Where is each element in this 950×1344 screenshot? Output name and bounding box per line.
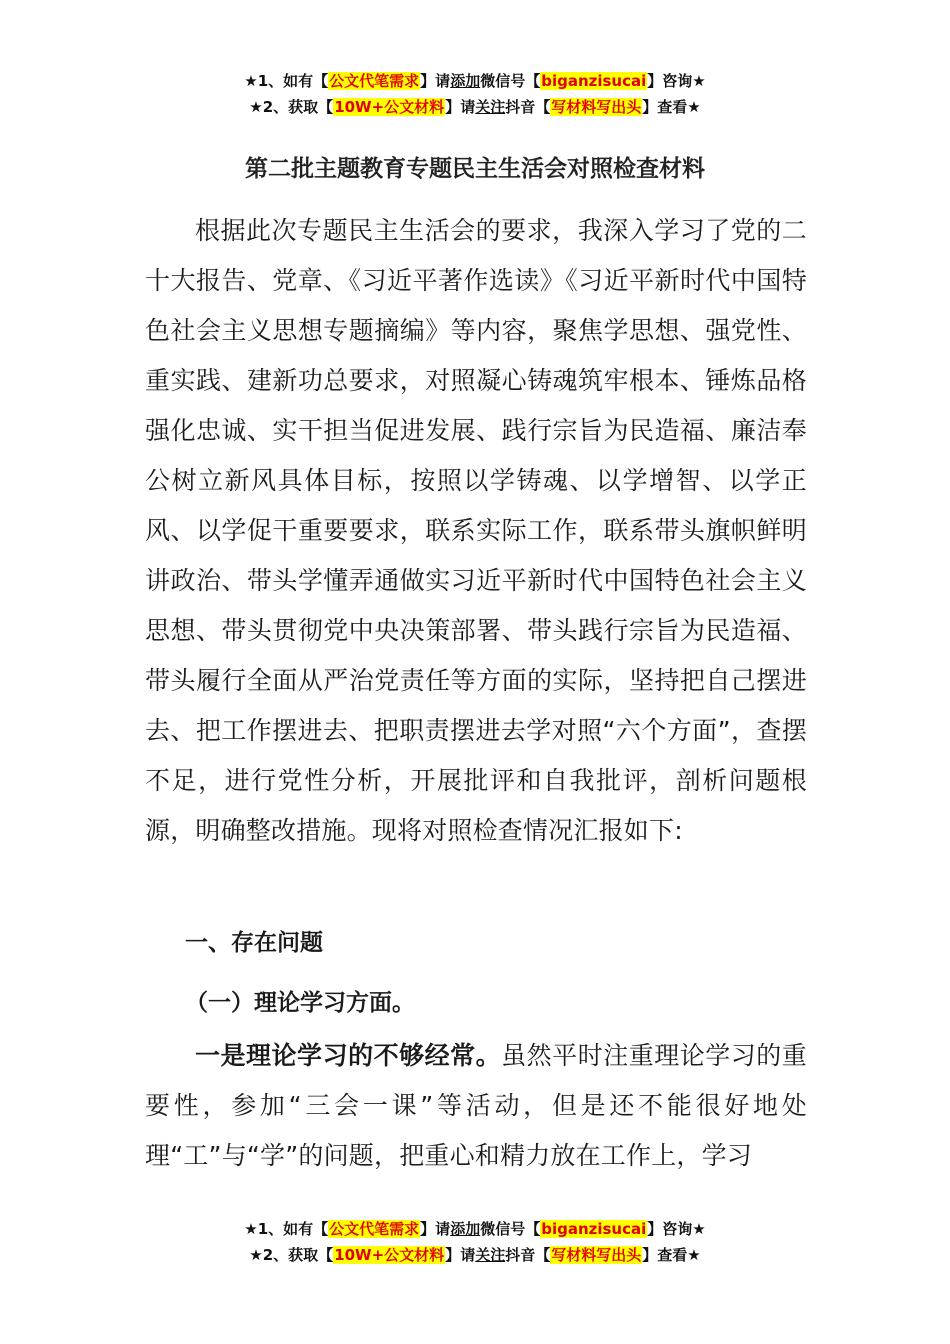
point-lead: 一是理论学习的不够经常。 — [195, 1041, 502, 1070]
banner-highlight: 写材料写出头 — [551, 1246, 642, 1264]
banner-text: 微信号【 — [480, 1220, 541, 1238]
banner-text: 】请 — [420, 1220, 451, 1238]
subsection-heading: （一）理论学习方面。 — [185, 990, 415, 1016]
banner-text: ★1、如有【 — [244, 1220, 329, 1238]
banner-text: ★2、获取【 — [249, 1246, 334, 1264]
banner-line-2 — [0, 94, 950, 120]
document-title: 第二批主题教育专题民主生活会对照检查材料 — [245, 156, 705, 182]
banner-text: 】请 — [445, 1246, 476, 1264]
banner-line-1 — [0, 1216, 950, 1242]
intro-paragraph: 根据此次专题民主生活会的要求，我深入学习了党的二十大报告、党章、《习近平著作选读》《习近平新时代中国特色社会主义思想专题摘编》等内容，聚焦学思想、强党性、重实践、建新功总要求，对照凝心铸魂筑牢根本、锤炼品格强化忠诚、实干担当促进发展、践行宗旨为民造福、廉洁奉公树立新风具体目标，按照以学铸魂、以学增智、以学正风、以学促干重要要求，联系实际工作，联系带头旗帜鲜明讲政治、带头学懂弄通做实习近平新时代中国特色社会主义思想、带头贯彻党中央决策部署、带头践行宗旨为民造福、带头履行全面从严治党责任等方面的实际，坚持把自己摆进去、把工作摆进去、把职责摆进去学对照“六个方面”，查摆不足，进行党性分析，开展批评和自我批评，剖析问题根源，明确整改措施。现将对照检查情况汇报如下: — [145, 216, 807, 845]
banner-line-2 — [0, 1242, 950, 1268]
section-heading: 一、存在问题 — [185, 930, 323, 956]
banner-text: 抖音【 — [505, 1246, 551, 1264]
banner-highlight: biganzisucai — [541, 1220, 647, 1238]
banner-underlined: 关注 — [475, 1246, 506, 1264]
banner-highlight: 10W+公文材料 — [334, 98, 445, 116]
point-paragraph — [145, 1031, 807, 1181]
banner-text: ★1、如有【 — [244, 72, 329, 90]
banner-text: 】请 — [445, 98, 476, 116]
banner-text: 】查看★ — [642, 1246, 701, 1264]
banner-text: 抖音【 — [505, 98, 551, 116]
banner-underlined: 添加 — [450, 1220, 481, 1238]
banner-line-1 — [0, 68, 950, 94]
banner-underlined: 添加 — [450, 72, 481, 90]
banner-highlight: biganzisucai — [541, 72, 647, 90]
banner-highlight: 公文代笔需求 — [329, 72, 420, 90]
banner-highlight: 公文代笔需求 — [329, 1220, 420, 1238]
banner-text: 】咨询★ — [647, 72, 706, 90]
footer-banner — [0, 1216, 950, 1268]
header-banner — [0, 68, 950, 120]
banner-underlined: 关注 — [475, 98, 506, 116]
banner-text: 】请 — [420, 72, 451, 90]
banner-text: ★2、获取【 — [249, 98, 334, 116]
banner-text: 】咨询★ — [647, 1220, 706, 1238]
banner-highlight: 10W+公文材料 — [334, 1246, 445, 1264]
banner-highlight: 写材料写出头 — [551, 98, 642, 116]
banner-text: 】查看★ — [642, 98, 701, 116]
banner-text: 微信号【 — [480, 72, 541, 90]
point-text: 虽然平时注重理论学习的重要性，参加“三会一课”等活动，但是还不能很好地处理“工”与“学”的问题，把重心和精力放在工作上，学习 — [145, 1041, 807, 1170]
